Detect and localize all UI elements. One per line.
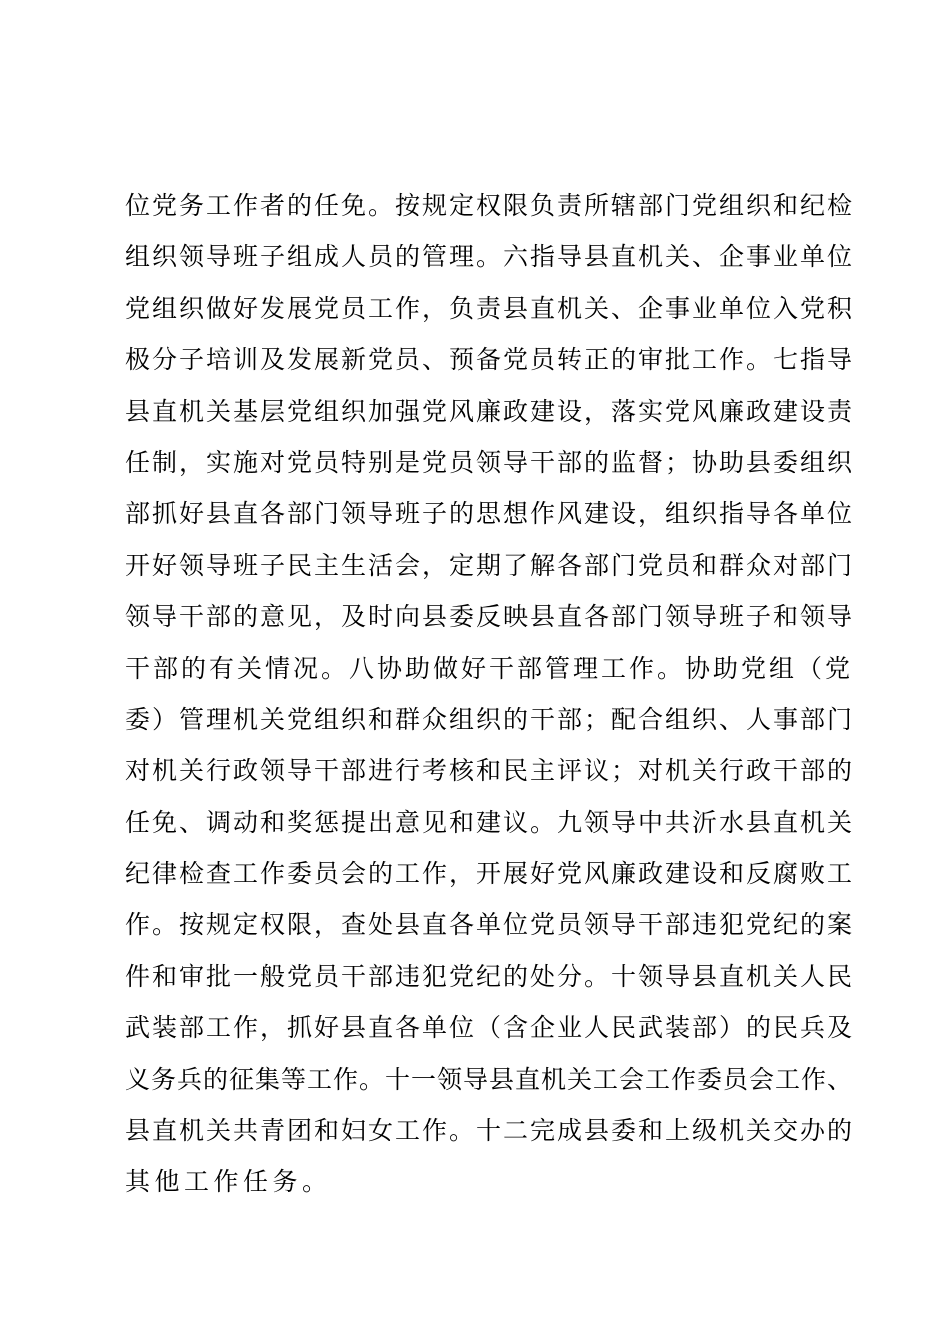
text-line-7: 部抓好县直各部门领导班子的思想作风建设，组织指导各单位 [125, 499, 855, 529]
text-line-12: 对机关行政领导干部进行考核和民主评议；对机关行政干部的 [125, 756, 855, 786]
text-line-8: 开好领导班子民主生活会，定期了解各部门党员和群众对部门 [125, 550, 855, 580]
text-line-14: 纪律检查工作委员会的工作，开展好党风廉政建设和反腐败工 [125, 859, 855, 889]
text-line-17: 武装部工作，抓好县直各单位（含企业人民武装部）的民兵及 [125, 1013, 855, 1043]
text-line-3: 党组织做好发展党员工作，负责县直机关、企事业单位入党积 [125, 293, 855, 323]
text-line-16: 件和审批一般党员干部违犯党纪的处分。十领导县直机关人民 [125, 961, 855, 991]
text-line-19: 县直机关共青团和妇女工作。十二完成县委和上级机关交办的 [125, 1116, 855, 1146]
text-line-18: 义务兵的征集等工作。十一领导县直机关工会工作委员会工作、 [125, 1064, 854, 1094]
text-line-1: 位党务工作者的任免。按规定权限负责所辖部门党组织和纪检 [125, 191, 855, 220]
text-line-2: 组织领导班子组成人员的管理。六指导县直机关、企事业单位 [125, 242, 855, 272]
text-line-11: 委）管理机关党组织和群众组织的干部；配合组织、人事部门 [125, 704, 855, 734]
text-line-4: 极分子培训及发展新党员、预备党员转正的审批工作。七指导 [125, 345, 855, 375]
text-line-9: 领导干部的意见，及时向县委反映县直各部门领导班子和领导 [125, 602, 855, 632]
body-text [125, 180, 855, 1208]
text-line-10: 干部的有关情况。八协助做好干部管理工作。协助党组（党 [125, 653, 854, 683]
text-line-20: 其他工作任务。 [125, 1167, 332, 1197]
text-line-5: 县直机关基层党组织加强党风廉政建设，落实党风廉政建设责 [125, 396, 855, 426]
text-line-13: 任免、调动和奖惩提出意见和建议。九领导中共沂水县直机关 [125, 807, 855, 837]
text-line-15: 作。按规定权限，查处县直各单位党员领导干部违犯党纪的案 [125, 910, 855, 940]
text-line-6: 任制，实施对党员特别是党员领导干部的监督；协助县委组织 [125, 447, 855, 477]
